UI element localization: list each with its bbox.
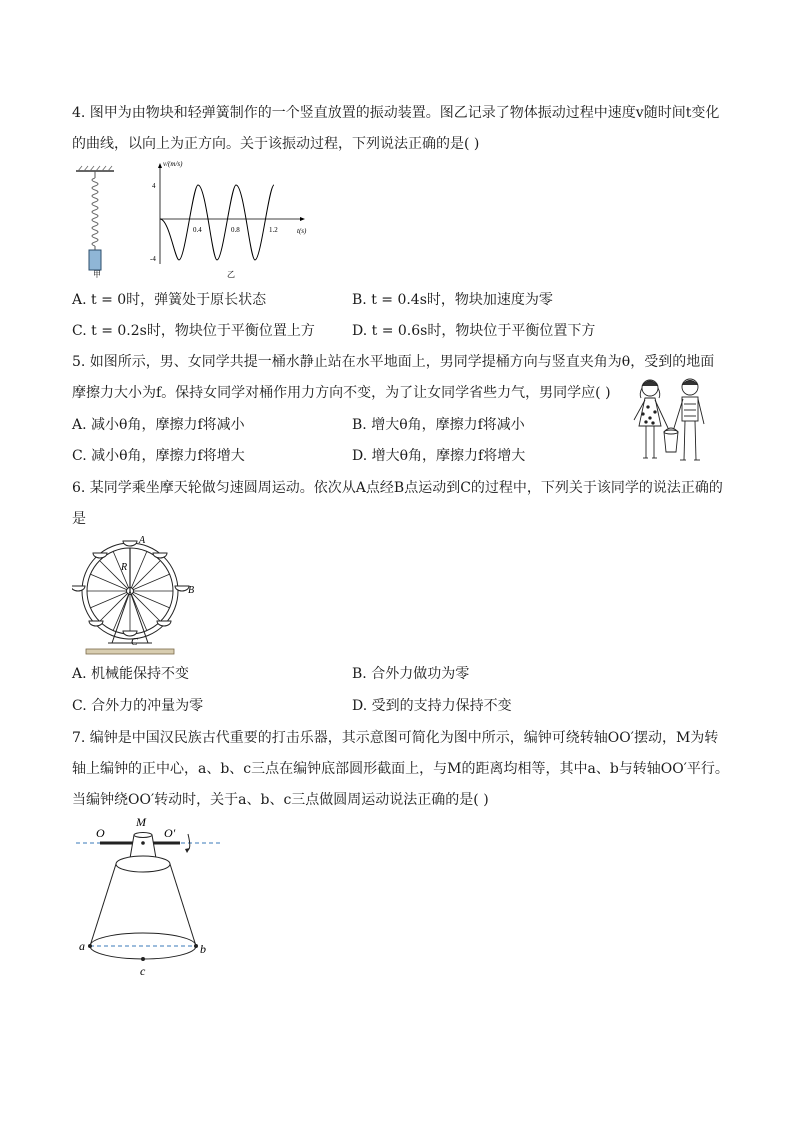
center-m-label: M xyxy=(136,815,146,829)
q6-stem-line1: 6. 某同学乘坐摩天轮做匀速圆周运动。依次从A点经B点运动到C的过程中，下列关于该同学的说法正确的 xyxy=(72,480,723,496)
axis-point-o-label: O xyxy=(96,826,105,840)
q7-stem-line2: 轴上编钟的正中心，a、b、c三点在编钟底部圆形截面上，与M的距离均相等，其中a、b与转轴OO′平行。 xyxy=(72,761,729,777)
q7-stem-line3: 当编钟绕OO′转动时，关于a、b、c三点做圆周运动说法正确的是( ) xyxy=(72,792,489,808)
point-b-label: b xyxy=(200,942,206,956)
point-a-label: A xyxy=(139,535,146,546)
velocity-time-graph xyxy=(150,160,307,264)
point-c-label: c xyxy=(140,964,146,978)
q6-option-b: B. 合外力做功为零 xyxy=(352,666,470,682)
q6-option-c: C. 合外力的冲量为零 xyxy=(72,698,204,714)
x-tick-1.2: 1.2 xyxy=(269,226,278,234)
y-tick-positive: 4 xyxy=(152,182,156,190)
rotation-arrow-icon xyxy=(187,834,190,850)
spring-device-figure xyxy=(76,166,114,270)
x-tick-0.4: 0.4 xyxy=(193,226,202,234)
axis-point-o-prime-label: O′ xyxy=(164,826,176,840)
q5-option-d: D. 增大θ角，摩擦力f将增大 xyxy=(352,448,526,464)
point-a-label: a xyxy=(79,939,85,953)
q7-stem-line1: 7. 编钟是中国汉民族古代重要的打击乐器，其示意图可简化为图中所示，编钟可绕转轴OO′摆动，M为转 xyxy=(72,730,719,746)
figure-caption-jia: 甲 xyxy=(93,270,101,279)
ground-base xyxy=(86,649,174,654)
radius-label: R xyxy=(121,562,128,573)
q4-option-b: B. t = 0.4s时，物块加速度为零 xyxy=(352,292,553,308)
point-b-label: B xyxy=(188,585,195,596)
q4-stem-line2: 的曲线，以向上为正方向。关于该振动过程，下列说法正确的是( ) xyxy=(72,136,480,152)
x-tick-0.8: 0.8 xyxy=(231,226,240,234)
q5-stem-line1: 5. 如图所示，男、女同学共提一桶水静止站在水平地面上，男同学提桶方向与竖直夹角为θ，受到的地面 xyxy=(72,354,715,370)
q6-option-a: A. 机械能保持不变 xyxy=(72,666,190,682)
q4-option-d: D. t = 0.6s时，物块位于平衡位置下方 xyxy=(352,323,596,339)
ferris-wheel-figure xyxy=(72,533,212,658)
q4-figure xyxy=(72,160,322,285)
bianzhong-bell-figure xyxy=(72,812,232,982)
two-students-carrying-bucket-illustration xyxy=(628,376,716,466)
velocity-curve xyxy=(160,185,274,260)
x-axis-label: t(s) xyxy=(297,227,307,235)
q4-stem-line1: 4. 图甲为由物块和轻弹簧制作的一个竖直放置的振动装置。图乙记录了物体振动过程中速度v随时间t变化 xyxy=(72,105,720,121)
figure-caption-yi: 乙 xyxy=(227,270,235,279)
y-axis-label: v/(m/s) xyxy=(163,160,183,168)
q5-stem-line2: 摩擦力大小为f。保持女同学对桶作用力方向不变，为了让女同学省些力气，男同学应( ) xyxy=(72,385,611,401)
q4-option-a: A. t = 0时，弹簧处于原长状态 xyxy=(72,292,267,308)
y-tick-negative: -4 xyxy=(150,255,156,263)
q6-stem-line2: 是 xyxy=(72,511,86,527)
q6-option-d: D. 受到的支持力保持不变 xyxy=(352,698,512,714)
point-c-label: C xyxy=(131,637,138,648)
q5-option-c: C. 减小θ角，摩擦力f将增大 xyxy=(72,448,245,464)
q4-option-c: C. t = 0.2s时，物块位于平衡位置上方 xyxy=(72,323,315,339)
q5-option-b: B. 增大θ角，摩擦力f将减小 xyxy=(352,417,525,433)
q5-option-a: A. 减小θ角，摩擦力f将减小 xyxy=(72,417,245,433)
